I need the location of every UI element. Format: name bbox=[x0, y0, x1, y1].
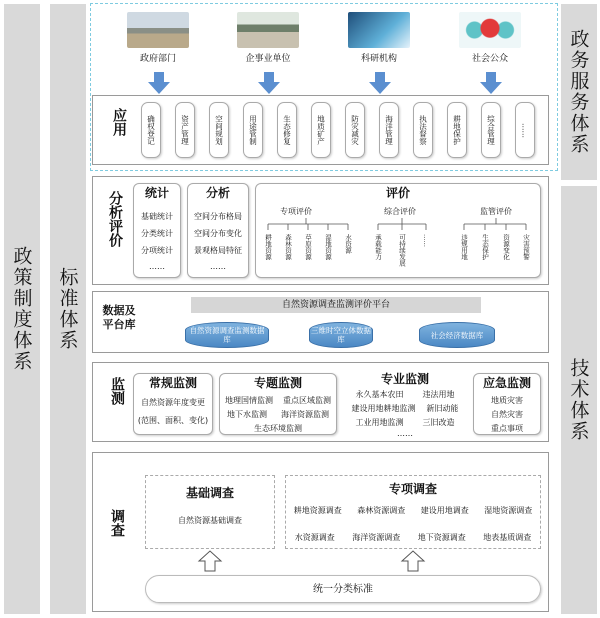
monitoring-label: 监测 bbox=[109, 377, 125, 405]
eval-comprehensive-item: 承载能力 bbox=[374, 234, 382, 260]
arrow-down-icon bbox=[258, 72, 280, 94]
eval-special-item: 湿地资源 bbox=[324, 234, 332, 260]
survey-label: 调查 bbox=[109, 509, 125, 537]
professional-monitoring-card: 专业监测 永久基本农田 违法用地 建设用地耕地监测 新旧动能 工业用地监测 三旧改造 …… bbox=[345, 369, 465, 435]
app-item: 防灾减灾 bbox=[345, 102, 365, 158]
eval-special-item: 森林资源 bbox=[284, 234, 292, 260]
special-survey-item: 耕地资源调查 bbox=[293, 506, 342, 515]
service-system-label: 政务服务体系 bbox=[567, 29, 590, 155]
special-survey-item: 地表基质调查 bbox=[483, 533, 532, 542]
db-cylinder: 社会经济数据库 bbox=[419, 322, 495, 348]
unified-standard-bar: 统一分类标准 bbox=[145, 575, 541, 603]
eval-special-item: 水资源 bbox=[344, 234, 352, 254]
eval-monitoring-item: 资源变化 bbox=[502, 234, 510, 260]
standard-system-label: 标准体系 bbox=[56, 267, 79, 351]
basic-survey-box: 基础调查 自然资源基础调查 bbox=[145, 475, 275, 549]
app-item: 地质矿产 bbox=[311, 102, 331, 158]
entity-public: 社会公众 bbox=[457, 12, 523, 64]
analysis-band bbox=[92, 176, 549, 285]
eval-special-item: 草原资源 bbox=[304, 234, 312, 260]
stats-card: 统计 基础统计 分类统计 分项统计 …… bbox=[133, 183, 181, 278]
special-survey-item: 森林资源调查 bbox=[357, 506, 406, 515]
eval-comprehensive-item: …… bbox=[422, 234, 430, 247]
special-survey-item: 湿地资源调查 bbox=[484, 506, 533, 515]
app-item: 生态修复 bbox=[277, 102, 297, 158]
application-band bbox=[92, 95, 549, 165]
arrow-down-icon bbox=[148, 72, 170, 94]
app-item: …… bbox=[515, 102, 535, 158]
app-item: 执法督察 bbox=[413, 102, 433, 158]
up-arrows bbox=[93, 549, 549, 573]
monitoring-band bbox=[92, 362, 549, 442]
arrows-down bbox=[0, 0, 600, 110]
app-item: 确权登记 bbox=[141, 102, 161, 158]
eval-comprehensive-item: 可持续发展 bbox=[398, 234, 406, 267]
db-cylinder: 三维时空立体数据库 bbox=[309, 322, 373, 348]
arrow-up-icon bbox=[199, 551, 221, 571]
regular-monitoring-card: 常规监测 自然资源年度变更 (范围、面积、变化) bbox=[133, 373, 213, 435]
db-cylinder: 自然资源调查监测数据库 bbox=[185, 322, 269, 348]
special-survey-item: 地下资源调查 bbox=[417, 533, 466, 542]
tech-system-pillar bbox=[561, 186, 597, 614]
entity-research: 科研机构 bbox=[346, 12, 412, 64]
arrow-up-icon bbox=[402, 551, 424, 571]
arrow-down-icon bbox=[480, 72, 502, 94]
eval-special-item: 耕地资源 bbox=[264, 234, 272, 260]
special-survey-item: 建设用地调查 bbox=[420, 506, 469, 515]
special-survey-item: 水资源调查 bbox=[294, 533, 335, 542]
app-item: 空间规划 bbox=[209, 102, 229, 158]
app-item: 耕地保护 bbox=[447, 102, 467, 158]
platform-band bbox=[92, 291, 549, 353]
emergency-monitoring-card: 应急监测 地质灾害 自然灾害 重点事项 bbox=[473, 373, 541, 435]
analysis-label: 分析评价 bbox=[107, 191, 123, 247]
entity-government: 政府部门 bbox=[125, 12, 191, 64]
eval-monitoring-item: 生态保护 bbox=[481, 234, 489, 260]
tech-system-label: 技术体系 bbox=[567, 358, 590, 442]
evaluation-card: 评价 专项评价 综合评价 监管评价 耕地资源 森林资源 草原资源 湿地资源 水资源 承载能力 可持续发展 …… 违规用地 生态保护 资源变化 灾害预警 bbox=[255, 183, 541, 278]
app-item: 综合管理 bbox=[481, 102, 501, 158]
app-item: 用途管制 bbox=[243, 102, 263, 158]
arrow-down-icon bbox=[369, 72, 391, 94]
entity-enterprise: 企事业单位 bbox=[235, 12, 301, 64]
survey-band bbox=[92, 452, 549, 612]
application-label: 应用 bbox=[111, 108, 127, 136]
special-survey-item: 海洋资源调查 bbox=[352, 533, 401, 542]
analysis-card: 分析 空间分布格局 空间分布变化 景观格局特征 …… bbox=[187, 183, 249, 278]
special-survey-box: 专项调查 耕地资源调查 森林资源调查 建设用地调查 湿地资源调查 水资源调查 海洋资源调查 地下资源调查 地表基质调查 bbox=[285, 475, 541, 549]
platform-title: 自然资源调查监测评价平台 bbox=[191, 297, 481, 313]
app-item: 海洋管理 bbox=[379, 102, 399, 158]
eval-monitoring-item: 灾害预警 bbox=[522, 234, 530, 260]
platform-label: 数据及平台库 bbox=[102, 304, 136, 331]
thematic-monitoring-card: 专题监测 地理国情监测 重点区域监测 地下水监测 海洋资源监测 生态环境监测 bbox=[219, 373, 337, 435]
policy-system-label: 政策制度体系 bbox=[10, 246, 33, 372]
eval-monitoring-item: 违规用地 bbox=[460, 234, 468, 260]
app-item: 资产管理 bbox=[175, 102, 195, 158]
